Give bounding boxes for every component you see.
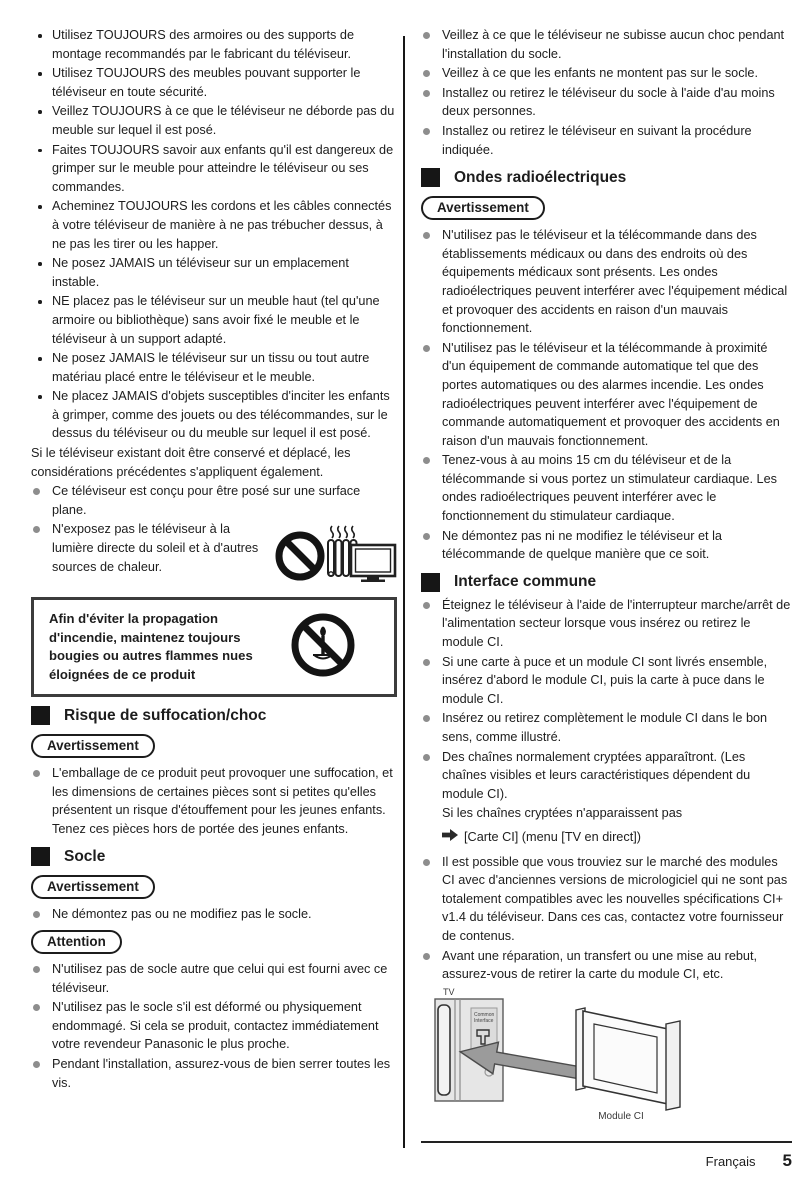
list-item bbox=[31, 349, 397, 386]
bullet-round-icon bbox=[423, 32, 430, 39]
list-item bbox=[421, 226, 793, 338]
section-title: Risque de suffocation/choc bbox=[64, 706, 267, 724]
warning-pill: Avertissement bbox=[31, 875, 155, 899]
list-item bbox=[31, 64, 397, 101]
note-line: Si les chaînes cryptées n'apparaissent pas bbox=[442, 806, 683, 821]
list-item-text: Veillez à ce que les enfants ne montent pas sur le socle. bbox=[442, 66, 758, 81]
bullet-round-icon bbox=[33, 488, 40, 495]
list-item bbox=[421, 596, 793, 652]
list-item bbox=[31, 102, 397, 139]
list-item-text: Veillez TOUJOURS à ce que le téléviseur ne déborde pas du meuble sur lequel il est posé. bbox=[52, 104, 395, 137]
list-item bbox=[31, 197, 397, 253]
section-title: Interface commune bbox=[454, 573, 597, 591]
no-candle-icon bbox=[289, 611, 357, 684]
section-heading-ondes bbox=[421, 168, 793, 187]
list-item-text: Installez ou retirez le téléviseur du socle à l'aide d'au moins deux personnes. bbox=[442, 85, 775, 119]
section-title: Ondes radioélectriques bbox=[454, 168, 627, 186]
section-heading-suffocation bbox=[31, 706, 397, 725]
list-item-text: Il est possible que vous trouviez sur le marché des modules CI avec d'anciennes versions de micrologiciel qui ne sont pas totalement compatibles avec les nouvelles spécifications CI+ v1.4 du téléviseur. Dans ces cas, contactez votre fournisseur de contenus. bbox=[442, 854, 788, 943]
list-item bbox=[421, 451, 793, 525]
section-title: Socle bbox=[64, 847, 106, 865]
bullet-round-icon bbox=[33, 911, 40, 918]
fire-warning-text: Afin d'éviter la propagation d'incendie, maintenez toujours bougies ou autres flammes nues éloignées de ce produit bbox=[49, 611, 253, 682]
list-item-text: Veillez à ce que le téléviseur ne subisse aucun choc pendant l'installation du socle. bbox=[442, 28, 785, 61]
bullet-round-icon bbox=[423, 90, 430, 97]
list-item bbox=[31, 960, 397, 997]
list-item bbox=[421, 84, 793, 121]
list-item bbox=[31, 387, 397, 443]
list-item-text: Ne démontez pas ou ne modifiez pas le socle. bbox=[52, 907, 312, 922]
list-item-text: Pendant l'installation, assurez-vous de bien serrer toutes les vis. bbox=[52, 1057, 391, 1090]
list-item-text: Ne posez JAMAIS le téléviseur sur un tissu ou tout autre matériau placé entre le téléviseur et le meuble. bbox=[52, 351, 370, 384]
list-item-text: Ce téléviseur est conçu pour être posé sur une surface plane. bbox=[52, 484, 361, 517]
list-item-text: Avant une réparation, un transfert ou une mise au rebut, assurez-vous de retirer la carte du module CI, etc. bbox=[442, 948, 758, 982]
list-item-text: Ne démontez pas ni ne modifiez le téléviseur et la télécommande de quelque manière que ce soit. bbox=[442, 528, 722, 562]
warning-pill: Avertissement bbox=[31, 734, 155, 758]
section-square-icon bbox=[421, 168, 440, 187]
list-item bbox=[31, 254, 397, 291]
list-item bbox=[31, 26, 397, 63]
list-item-no-heat bbox=[31, 520, 397, 584]
list-item-text: N'exposez pas le téléviseur à la lumière directe du soleil et à d'autres sources de chaleur. bbox=[52, 522, 259, 574]
list-item bbox=[31, 482, 397, 519]
bullet-round-icon bbox=[423, 659, 430, 666]
list-item bbox=[31, 905, 397, 924]
list-item-text: N'utilisez pas le téléviseur et la télécommande à proximité d'un équipement de commande automatique tel que des portes automatiques ou des alarmes incendie. Les ondes radioélectriques peuvent interférer avec l'équipement de commande automatiquement et provoquer des accidents en raison d'un mauvais fonctionnement. bbox=[442, 340, 780, 448]
list-item-text: Insérez ou retirez complètement le module CI dans le bon sens, comme illustré. bbox=[442, 711, 768, 744]
list-item bbox=[31, 998, 397, 1054]
section-square-icon bbox=[421, 573, 440, 592]
bullet-round-icon bbox=[423, 457, 430, 464]
bullet-dot-icon bbox=[38, 72, 42, 76]
list-item-text: Éteignez le téléviseur à l'aide de l'interrupteur marche/arrêt de l'alimentation secteur lorsque vous insérez ou retirez le module CI. bbox=[442, 597, 791, 650]
bullet-dot-icon bbox=[38, 34, 42, 38]
bullet-dot-icon bbox=[38, 149, 42, 153]
bullet-round-icon bbox=[423, 232, 430, 239]
section-square-icon bbox=[31, 706, 50, 725]
list-item-text: Utilisez TOUJOURS des armoires ou des supports de montage recommandés par le fabricant du téléviseur. bbox=[52, 28, 355, 61]
footer bbox=[706, 1151, 792, 1171]
right-column bbox=[421, 26, 793, 1127]
list-item-text: L'emballage de ce produit peut provoquer une suffocation, et les dimensions de certaines pièces sont si petites qu'elles présentent un risque d'étouffement pour les jeunes enfants. Tenez ces pièces hors de portée des jeunes enfants. bbox=[52, 766, 393, 836]
bullet-round-icon bbox=[423, 533, 430, 540]
section-square-icon bbox=[31, 847, 50, 866]
list-item bbox=[421, 122, 793, 159]
list-item-text: N'utilisez pas le socle s'il est déformé ou physiquement endommagé. Si cela se produit, contactez immédiatement votre revendeur Panasonic le plus proche. bbox=[52, 1000, 379, 1052]
list-item-text: Si une carte à puce et un module CI sont livrés ensemble, insérez d'abord le module CI, puis la carte à puce dans le module CI. bbox=[442, 654, 768, 706]
bullet-round-icon bbox=[33, 966, 40, 973]
footer-rule bbox=[421, 1141, 792, 1143]
list-item bbox=[421, 748, 793, 804]
bullet-dot-icon bbox=[38, 300, 42, 304]
figure-slot-label-2: Interface bbox=[474, 1017, 494, 1024]
column-divider bbox=[403, 36, 405, 1148]
list-item bbox=[421, 64, 793, 83]
fire-warning-box bbox=[31, 597, 397, 697]
ci-module-drawing bbox=[576, 1008, 680, 1110]
bullet-round-icon bbox=[33, 770, 40, 777]
footer-language: Français bbox=[705, 1154, 756, 1169]
list-item-text: Ne placez JAMAIS d'objets susceptibles d'inciter les enfants à grimper, comme des jouets ou des télécommandes, sur le dessus du téléviseur ou du meuble sur lequel il est posé. bbox=[52, 389, 390, 441]
list-item bbox=[421, 947, 793, 984]
bullet-round-icon bbox=[423, 859, 430, 866]
list-item bbox=[421, 853, 793, 946]
left-column bbox=[31, 26, 397, 1093]
bullet-round-icon bbox=[423, 715, 430, 722]
list-item-text: Des chaînes normalement cryptées apparaîtront. (Les chaînes visibles et leurs caractéristiques dépendent du module CI). bbox=[442, 749, 751, 801]
bullet-round-icon bbox=[33, 1061, 40, 1068]
list-item-text: N'utilisez pas le téléviseur et la télécommande dans des établissements médicaux ou dans des endroits où des équipements médicaux sont présents. Les ondes radioélectriques peuvent interférer avec l'équipement médical et provoquer des accidents en raison d'un mauvais fonctionnement. bbox=[442, 228, 788, 336]
bullet-round-icon bbox=[33, 1004, 40, 1011]
caution-pill: Attention bbox=[31, 930, 122, 954]
no-heat-sources-icon bbox=[275, 522, 397, 592]
list-item bbox=[421, 339, 793, 451]
bullet-round-icon bbox=[33, 526, 40, 533]
figure-slot-label-1: Common bbox=[474, 1011, 495, 1018]
list-item-text: Faites TOUJOURS savoir aux enfants qu'il est dangereux de grimper sur le meuble pour atteindre le téléviseur ou ses commandes. bbox=[52, 142, 394, 194]
ci-module-figure bbox=[433, 986, 793, 1127]
list-item bbox=[421, 26, 793, 63]
list-item bbox=[31, 292, 397, 348]
block-arrow-right-icon bbox=[442, 828, 458, 847]
bullet-round-icon bbox=[423, 345, 430, 352]
list-item-text: N'utilisez pas de socle autre que celui qui est fourni avec ce téléviseur. bbox=[52, 962, 388, 995]
bullet-dot-icon bbox=[38, 205, 42, 209]
footer-page-number: 5 bbox=[782, 1151, 792, 1170]
menu-reference-text: [Carte CI] (menu [TV en direct]) bbox=[464, 829, 641, 844]
list-item-text: Tenez-vous à au moins 15 cm du téléviseur et de la télécommande si vous portez un stimulateur cardiaque. Les ondes radioélectriques peuvent interférer avec le fonctionnement du stimulateur cardiaque. bbox=[442, 453, 777, 524]
section-heading-socle bbox=[31, 847, 397, 866]
warning-pill: Avertissement bbox=[421, 196, 545, 220]
list-item-text: Utilisez TOUJOURS des meubles pouvant supporter le téléviseur en toute sécurité. bbox=[52, 66, 361, 99]
bullet-round-icon bbox=[423, 754, 430, 761]
bullet-round-icon bbox=[423, 128, 430, 135]
list-item bbox=[421, 653, 793, 709]
list-item bbox=[421, 527, 793, 564]
list-item-text: Installez ou retirez le téléviseur en suivant la procédure indiquée. bbox=[442, 123, 752, 157]
bullet-dot-icon bbox=[38, 262, 42, 266]
bullet-dot-icon bbox=[38, 110, 42, 114]
figure-tv-label: TV bbox=[443, 986, 455, 997]
bullet-dot-icon bbox=[38, 357, 42, 361]
list-item-text: NE placez pas le téléviseur sur un meuble haut (tel qu'une armoire ou bibliothèque) sans avoir fixé le meuble et le téléviseur à un support adapté. bbox=[52, 294, 380, 346]
bullet-round-icon bbox=[423, 953, 430, 960]
list-item bbox=[31, 1055, 397, 1092]
paragraph: Si le téléviseur existant doit être conservé et déplacé, les considérations précédentes s'appliquent également. bbox=[31, 446, 351, 479]
section-heading-interface bbox=[421, 573, 793, 592]
list-item-text: Ne posez JAMAIS un téléviseur sur un emplacement instable. bbox=[52, 256, 349, 289]
list-item bbox=[31, 764, 397, 838]
figure-module-label: Module CI bbox=[598, 1110, 644, 1122]
menu-reference-line bbox=[421, 828, 793, 847]
bullet-round-icon bbox=[423, 70, 430, 77]
list-item bbox=[421, 709, 793, 746]
bullet-dot-icon bbox=[38, 395, 42, 399]
bullet-round-icon bbox=[423, 602, 430, 609]
list-item-text: Acheminez TOUJOURS les cordons et les câbles connectés à votre téléviseur de manière à ne pas trébucher dessus, à ne pas les tirer ou les happer. bbox=[52, 199, 392, 251]
list-item bbox=[31, 141, 397, 197]
